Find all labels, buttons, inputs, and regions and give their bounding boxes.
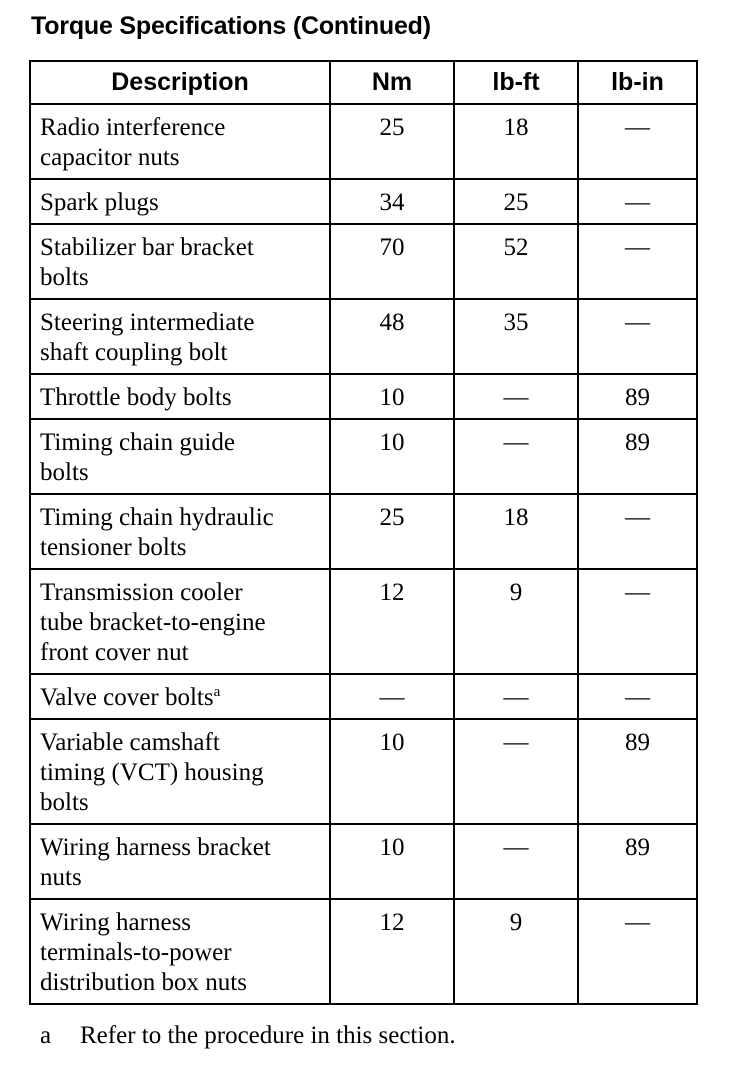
lb-ft-cell: — [454,419,578,494]
table-row [30,374,697,419]
description-line: terminals-to-power [40,939,232,966]
description-cell [30,569,330,674]
lb-in-cell: 89 [578,419,697,494]
description-line: capacitor nuts [40,144,180,171]
nm-cell: 12 [330,569,454,674]
nm-cell: 70 [330,224,454,299]
description-cell [30,299,330,374]
description-cell [30,224,330,299]
lb-ft-cell: 9 [454,569,578,674]
description-line: Spark plugs [40,189,159,216]
column-header-nm: Nm [330,61,454,104]
description-line: Stabilizer bar bracket [40,234,254,261]
description-line: Valve cover bolts [40,684,214,711]
lb-ft-cell: — [454,719,578,824]
description-cell [30,719,330,824]
lb-ft-cell: 52 [454,224,578,299]
lb-in-cell: — [578,299,697,374]
lb-ft-cell: — [454,824,578,899]
description-line: Wiring harness [40,909,192,936]
description-line: Throttle body bolts [40,384,232,411]
lb-ft-cell: 35 [454,299,578,374]
description-cell [30,179,330,224]
table-row [30,299,697,374]
nm-cell: 10 [330,824,454,899]
description-line: Radio interference [40,114,226,141]
column-header-description: Description [30,61,330,104]
description-line: bolts [40,789,89,816]
lb-ft-cell: 25 [454,179,578,224]
lb-in-cell: 89 [578,824,697,899]
table-row [30,899,697,1004]
lb-in-cell: — [578,224,697,299]
lb-in-cell: — [578,674,697,719]
description-cell [30,419,330,494]
table-row [30,674,697,719]
column-header-lb-ft: lb-ft [454,61,578,104]
description-line: Timing chain guide [40,429,235,456]
table-row [30,179,697,224]
description-line: Timing chain hydraulic [40,504,274,531]
nm-cell: 48 [330,299,454,374]
lb-in-cell: — [578,494,697,569]
description-line: tensioner bolts [40,534,187,561]
description-line: Wiring harness bracket [40,834,271,861]
footnote-marker: a [40,1022,52,1049]
description-line: distribution box nuts [40,969,247,996]
page-title: Torque Specifications (Continued) [31,12,431,40]
nm-cell: 25 [330,494,454,569]
nm-cell: — [330,674,454,719]
table-row [30,824,697,899]
nm-cell: 10 [330,374,454,419]
lb-ft-cell: — [454,374,578,419]
description-line: timing (VCT) housing [40,759,264,786]
nm-cell: 10 [330,419,454,494]
description-line: shaft coupling bolt [40,339,228,366]
description-cell [30,494,330,569]
description-line: bolts [40,264,89,291]
description-line: Steering intermediate [40,309,255,336]
description-line: front cover nut [40,639,189,666]
nm-cell: 25 [330,104,454,179]
nm-cell: 12 [330,899,454,1004]
nm-cell: 10 [330,719,454,824]
lb-in-cell: — [578,899,697,1004]
footnote [40,1022,456,1050]
table-row [30,104,697,179]
table-header-row [30,61,697,104]
description-line: Variable camshaft [40,729,220,756]
lb-in-cell: — [578,179,697,224]
table-row [30,419,697,494]
nm-cell: 34 [330,179,454,224]
lb-ft-cell: 18 [454,104,578,179]
lb-in-cell: 89 [578,719,697,824]
torque-spec-table [29,60,698,1005]
lb-in-cell: — [578,104,697,179]
lb-ft-cell: — [454,674,578,719]
description-cell [30,824,330,899]
footnote-reference: a [213,684,221,700]
description-cell [30,374,330,419]
table-row [30,719,697,824]
description-line: tube bracket-to-engine [40,609,266,636]
description-line: Transmission cooler [40,579,243,606]
lb-ft-cell: 18 [454,494,578,569]
lb-in-cell: — [578,569,697,674]
description-line: bolts [40,459,89,486]
table-row [30,569,697,674]
description-cell [30,899,330,1004]
table-row [30,224,697,299]
table-row [30,494,697,569]
description-cell [30,104,330,179]
description-line: nuts [40,864,82,891]
lb-ft-cell: 9 [454,899,578,1004]
table-body [30,104,697,1004]
column-header-lb-in: lb-in [578,61,697,104]
footnote-text: Refer to the procedure in this section. [80,1022,456,1049]
lb-in-cell: 89 [578,374,697,419]
description-cell [30,674,330,719]
